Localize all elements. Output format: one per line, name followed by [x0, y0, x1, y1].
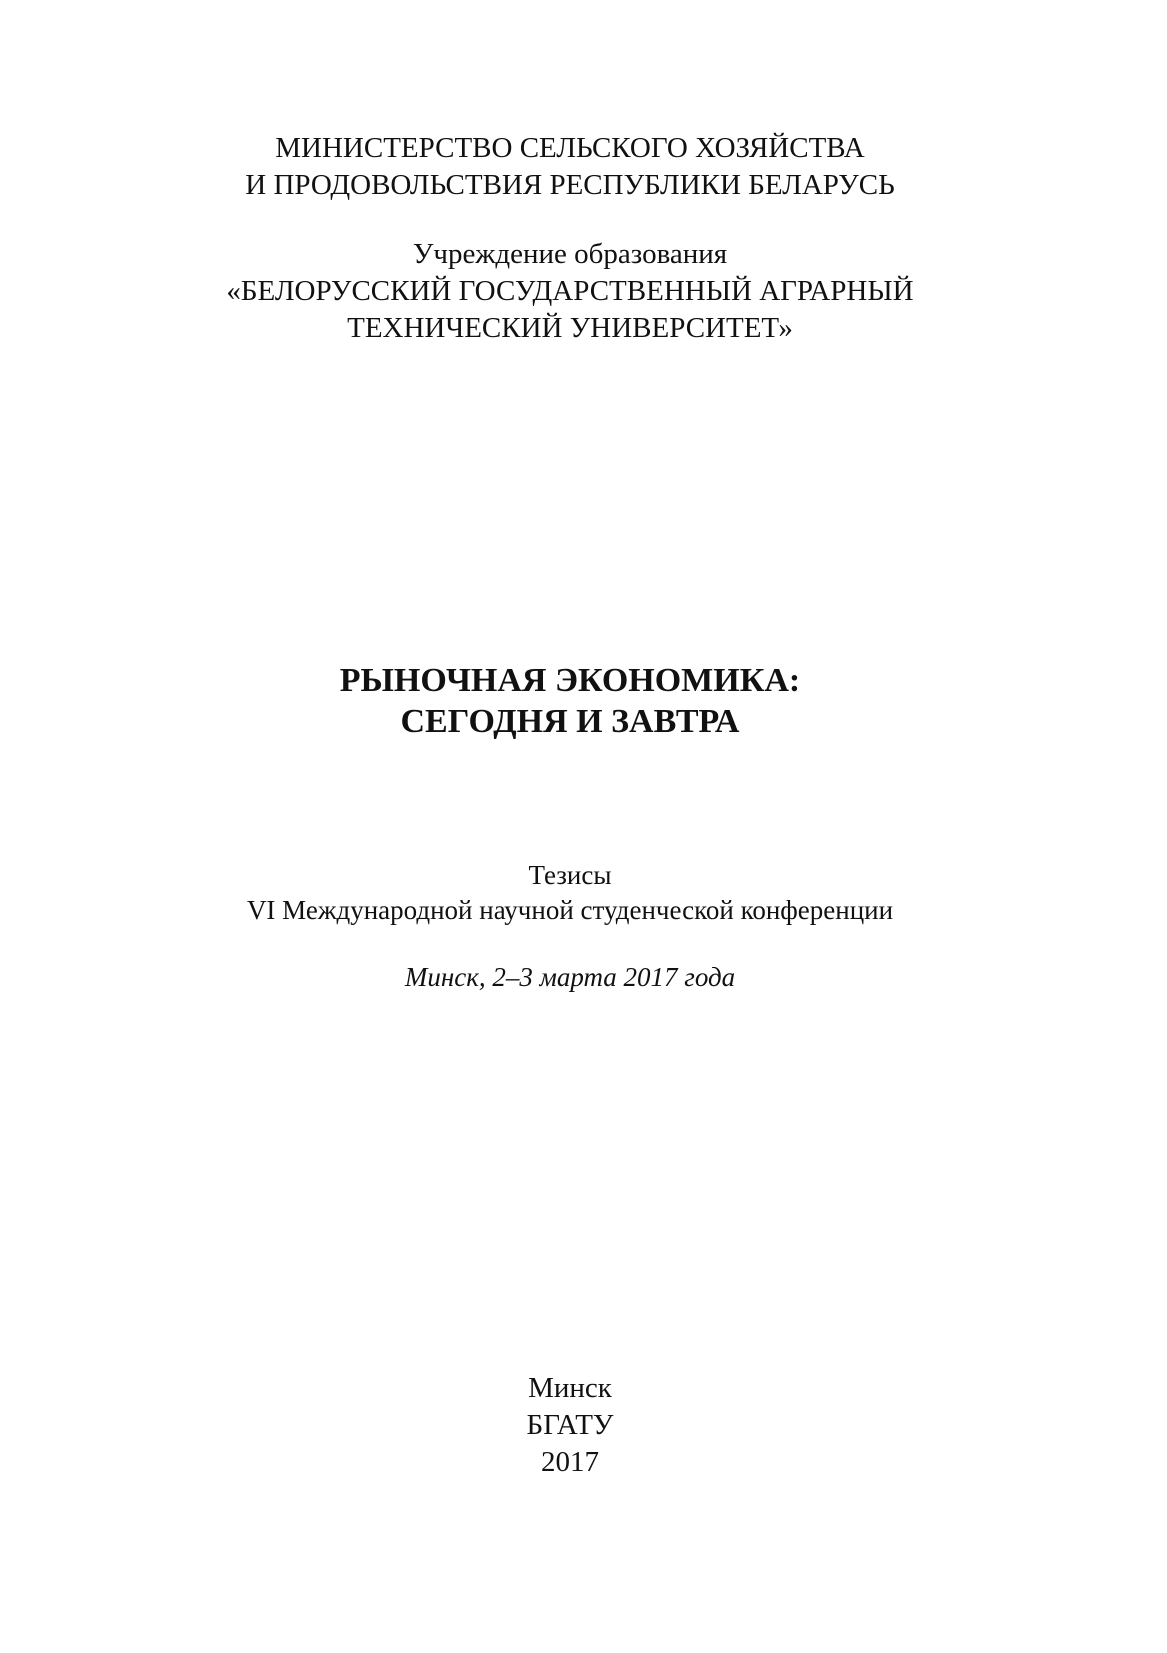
imprint-city: Минск: [528, 1372, 612, 1404]
institution-heading: [0, 236, 1140, 347]
document-title: [0, 660, 1140, 742]
title-line-2: СЕГОДНЯ И ЗАВТРА: [400, 703, 740, 740]
institution-name-line-1: «БЕЛОРУССКИЙ ГОСУДАРСТВЕННЫЙ АГРАРНЫЙ: [226, 275, 914, 307]
imprint-publisher: БГАТУ: [526, 1409, 614, 1441]
institution-type: Учреждение образования: [412, 238, 728, 270]
document-subtitle: [0, 858, 1140, 928]
imprint: [0, 1370, 1140, 1481]
ministry-heading: [0, 130, 1140, 204]
subtitle-line-1: Тезисы: [528, 860, 612, 890]
event-date: [0, 960, 1140, 995]
title-line-1: РЫНОЧНАЯ ЭКОНОМИКА:: [339, 662, 801, 699]
subtitle-line-2: VI Международной научной студенческой конференции: [246, 895, 894, 925]
imprint-year: 2017: [541, 1446, 599, 1478]
institution-name-line-2: ТЕХНИЧЕСКИЙ УНИВЕРСИТЕТ»: [347, 312, 793, 344]
ministry-line-2: И ПРОДОВОЛЬСТВИЯ РЕСПУБЛИКИ БЕЛАРУСЬ: [245, 169, 895, 201]
event-date-line: Минск, 2–3 марта 2017 года: [404, 962, 736, 992]
ministry-line-1: МИНИСТЕРСТВО СЕЛЬСКОГО ХОЗЯЙСТВА: [275, 132, 865, 164]
